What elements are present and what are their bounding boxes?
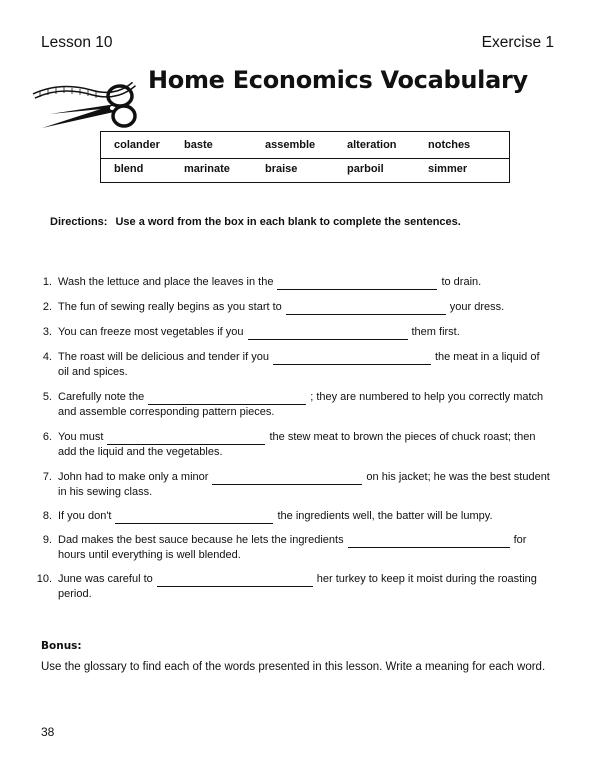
exercise-label: Exercise 1 <box>481 34 554 51</box>
question-number: 2. <box>42 301 52 313</box>
bonus-text: Use the glossary to find each of the words presented in this lesson. Write a meaning for each word. <box>41 661 546 673</box>
question-number: 4. <box>42 351 52 363</box>
question-text: Dad makes the best sauce because he lets the ingredients <box>58 534 344 546</box>
question-item <box>34 390 564 422</box>
question-text: Carefully note the <box>58 391 145 403</box>
question-item <box>34 275 564 291</box>
word-box <box>100 131 510 183</box>
directions <box>50 216 461 228</box>
question-text: Wash the lettuce and place the leaves in the <box>58 276 274 288</box>
question-text: on his jacket; he was the best student in his sewing class. <box>58 471 550 498</box>
answer-blank[interactable] <box>115 512 273 524</box>
answer-blank[interactable] <box>273 353 431 365</box>
question-text: June was careful to <box>58 573 153 585</box>
lesson-label: Lesson 10 <box>41 34 113 51</box>
question-item <box>34 350 564 382</box>
word-box-word: notches <box>428 139 471 151</box>
question-item <box>34 470 564 502</box>
question-item <box>34 572 564 604</box>
word-box-word: baste <box>184 139 213 151</box>
question-number: 9. <box>42 534 52 546</box>
question-text: the stew meat to brown the pieces of chuck roast; then add the liquid and the vegetables. <box>58 431 536 458</box>
directions-label: Directions: <box>50 216 108 228</box>
word-box-word: blend <box>114 163 144 175</box>
question-text: You must <box>58 431 104 443</box>
question-text: her turkey to keep it moist during the roasting period. <box>58 573 537 600</box>
answer-blank[interactable] <box>248 328 408 340</box>
question-text: for hours until everything is well blended. <box>58 534 527 561</box>
question-text: the ingredients well, the batter will be lumpy. <box>277 510 493 522</box>
question-text: The fun of sewing really begins as you start to <box>58 301 282 313</box>
tape-measure-scissors-icon <box>30 70 150 136</box>
question-text: John had to make only a minor <box>58 471 209 483</box>
answer-blank[interactable] <box>157 575 313 587</box>
question-text: The roast will be delicious and tender if you <box>58 351 269 363</box>
word-box-word: alteration <box>347 139 397 151</box>
word-box-row <box>101 135 509 158</box>
word-box-word: parboil <box>347 163 384 175</box>
word-box-word: marinate <box>184 163 230 175</box>
page-number: 38 <box>41 725 55 739</box>
question-text: them first. <box>411 326 460 338</box>
question-text: If you don't <box>58 510 112 522</box>
answer-blank[interactable] <box>286 303 446 315</box>
question-item <box>34 509 564 525</box>
question-item <box>34 533 564 565</box>
answer-blank[interactable] <box>348 536 510 548</box>
word-box-word: assemble <box>265 139 316 151</box>
answer-blank[interactable] <box>107 433 265 445</box>
question-number: 3. <box>42 326 52 338</box>
question-number: 6. <box>42 431 52 443</box>
question-text: your dress. <box>449 301 505 313</box>
word-box-word: simmer <box>428 163 468 175</box>
question-text: to drain. <box>441 276 482 288</box>
answer-blank[interactable] <box>148 393 306 405</box>
page-title: Home Economics Vocabulary <box>148 66 528 94</box>
question-item <box>34 430 564 462</box>
question-number: 5. <box>42 391 52 403</box>
word-box-word: colander <box>114 139 160 151</box>
word-box-row <box>101 158 509 182</box>
question-text: the meat in a liquid of oil and spices. <box>58 351 540 378</box>
word-box-word: braise <box>265 163 298 175</box>
question-text: You can freeze most vegetables if you <box>58 326 244 338</box>
question-number: 7. <box>42 471 52 483</box>
directions-text: Use a word from the box in each blank to complete the sentences. <box>115 216 461 228</box>
bonus-label: Bonus: <box>41 640 82 652</box>
answer-blank[interactable] <box>277 278 437 290</box>
question-number: 8. <box>42 510 52 522</box>
question-item <box>34 300 564 316</box>
answer-blank[interactable] <box>212 473 362 485</box>
question-number: 10. <box>36 573 52 585</box>
question-item <box>34 325 564 341</box>
question-number: 1. <box>42 276 52 288</box>
question-text: ; they are numbered to help you correctly match and assemble corresponding pattern pieces. <box>58 391 544 418</box>
